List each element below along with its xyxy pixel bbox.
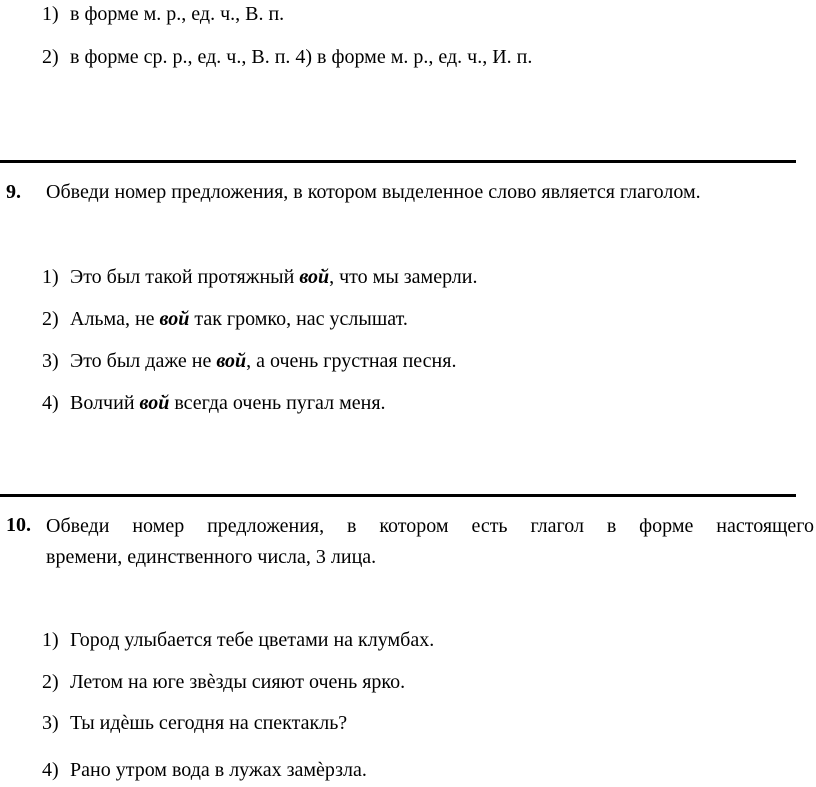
q9-option-3 — [42, 349, 456, 373]
option-number: 1) — [42, 629, 59, 651]
option-text: в форме м. р., ед. ч., В. п. — [70, 3, 285, 25]
option-number: 1) — [42, 266, 59, 288]
q9-option-2 — [42, 307, 408, 331]
option-number: 3) — [42, 712, 59, 734]
option-number: 1) — [42, 3, 59, 25]
highlighted-word: вой — [139, 392, 170, 414]
question-10-prompt-line-2: времени, единственного числа, 3 лица. — [46, 546, 377, 568]
option-text-after: , что мы замерли. — [329, 266, 478, 288]
option-text-before: Это был такой протяжный — [70, 266, 300, 288]
option-text-before: Альма, не — [70, 308, 160, 330]
q10-option-4 — [42, 758, 367, 782]
q10-option-1 — [42, 628, 434, 652]
option-text: Летом на юге звѐзды сияют очень ярко. — [70, 671, 406, 693]
option-text-after: всегда очень пугал меня. — [169, 392, 386, 414]
option-text: Город улыбается тебе цветами на клумбах. — [70, 629, 435, 651]
option-text-after: так громко, нас услышат. — [189, 308, 408, 330]
question-10-number: 10. — [6, 514, 31, 536]
q9-option-1 — [42, 265, 477, 289]
option-number: 2) — [42, 308, 59, 330]
option-number: 2) — [42, 671, 59, 693]
q10-option-3 — [42, 711, 347, 735]
question-9-prompt: Обведи номер предложения, в котором выделенное слово является глаголом. — [46, 181, 701, 203]
option-number: 4) — [42, 759, 59, 781]
option-text-after: , а очень грустная песня. — [246, 350, 457, 372]
option-text-before: Это был даже не — [70, 350, 217, 372]
highlighted-word: вой — [299, 266, 330, 288]
option-text: в форме ср. р., ед. ч., В. п. 4) в форме м. р., ед. ч., И. п. — [70, 46, 533, 68]
top-option-1 — [42, 2, 284, 26]
highlighted-word: вой — [216, 350, 247, 372]
divider-rule — [0, 160, 796, 163]
option-number: 2) — [42, 46, 59, 68]
option-number: 4) — [42, 392, 59, 414]
question-10-prompt-line-1: Обведи номер предложения, в котором есть глагол в форме настоящего — [46, 515, 814, 537]
top-option-2 — [42, 45, 532, 69]
question-9-number: 9. — [6, 181, 21, 203]
option-text-before: Волчий — [70, 392, 140, 414]
highlighted-word: вой — [159, 308, 190, 330]
divider-rule — [0, 494, 796, 497]
option-text: Рано утром вода в лужах замѐрзла. — [70, 759, 367, 781]
option-number: 3) — [42, 350, 59, 372]
q9-option-4 — [42, 391, 386, 415]
option-text: Ты идѐшь сегодня на спектакль? — [70, 712, 348, 734]
q10-option-2 — [42, 670, 405, 694]
